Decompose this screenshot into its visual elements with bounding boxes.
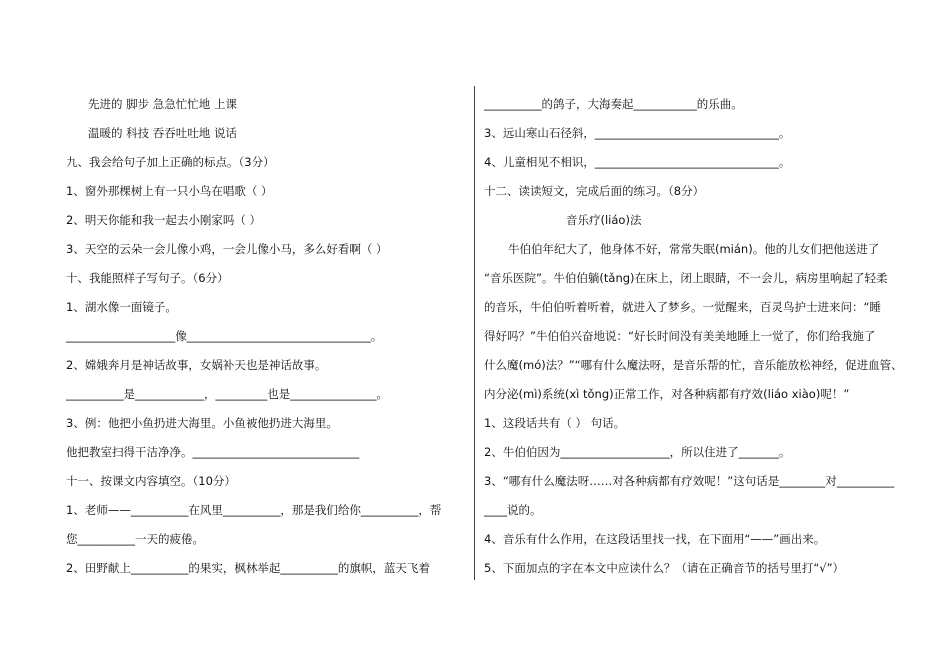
- passage-line-2: “音乐医院”。牛伯伯躺(tǎng)在床上，闭上眼睛，不一会儿，病房里响起了轻柔: [484, 271, 888, 285]
- section-10-q1-answer: ___________________像________________________________。: [66, 329, 383, 343]
- section-12-q3-line1: 3、“哪有什么魔法呀……对各种病都有疗效呢！”这句话是________对__________: [484, 474, 895, 488]
- section-12-q4: 4、音乐有什么作用，在这段话里找一找，在下面用“——”画出来。: [484, 532, 826, 546]
- passage-line-5: 什么魔(mó)法？”“哪有什么魔法呀，是音乐帮的忙，音乐能放松神经，促进血管、: [484, 358, 903, 372]
- word-pairs-row-2: 温暖的 科技 吞吞吐吐地 说话: [88, 126, 237, 140]
- passage-line-4: 得好吗？”牛伯伯兴奋地说：“好长时间没有美美地睡上一觉了，你们给我施了: [484, 329, 876, 343]
- section-9-q3: 3、天空的云朵一会儿像小鸡，一会儿像小马，多么好看啊（ ）: [66, 242, 388, 256]
- section-11-q1-line1: 1、老师——__________在风里__________，那是我们给你__________，帮: [66, 503, 442, 517]
- section-12-q1: 1、这段话共有（ ） 句话。: [484, 416, 626, 430]
- section-9-q2: 2、明天你能和我一起去小刚家吗（ ）: [66, 213, 261, 227]
- passage-line-6: 内分泌(mì)系统(xì tǒng)正常工作，对各种病都有疗效(liáo xiào)呢！”: [484, 387, 850, 401]
- word-pairs-row-1: 先进的 脚步 急急忙忙地 上课: [88, 97, 237, 111]
- section-12-q5: 5、下面加点的字在本文中应读什么？（请在正确音节的括号里打“√”）: [484, 561, 845, 575]
- section-11-q3: 3、远山寒山石径斜，________________________________。: [484, 126, 791, 140]
- section-10-q1: 1、湖水像一面镜子。: [66, 300, 177, 314]
- section-9-heading: 九、我会给句子加上正确的标点。（3分）: [66, 155, 275, 169]
- passage-title: 音乐疗(liáo)法: [566, 213, 642, 227]
- section-11-q4: 4、儿童相见不相识，________________________________。: [484, 155, 791, 169]
- section-11-q2-line1: 2、田野献上__________的果实，枫林举起__________的旗帜，蓝天飞着: [66, 561, 430, 575]
- section-11-q2-line2: __________的鸽子，大海奏起___________的乐曲。: [484, 97, 743, 111]
- section-10-heading: 十、我能照样子写句子。（6分）: [66, 271, 229, 285]
- passage-line-1: 牛伯伯年纪大了，他身体不好，常常失眠(mián)。他的儿女们把他送进了: [508, 242, 880, 256]
- section-9-q1: 1、窗外那棵树上有一只小鸟在唱歌（ ）: [66, 184, 273, 198]
- section-11-heading: 十一、按课文内容填空。（10分）: [66, 474, 236, 488]
- section-12-q3-line2: ____说的。: [484, 503, 542, 517]
- passage-line-3: 的音乐，牛伯伯听着听着，就进入了梦乡。一觉醒来，百灵鸟护士进来问：“睡: [484, 300, 881, 314]
- section-10-q3-answer: 他把教室扫得干洁净净。_____________________________: [66, 445, 360, 459]
- section-12-heading: 十二、读读短文，完成后面的练习。（8分）: [484, 184, 705, 198]
- section-11-q1-line2: 您__________一天的疲倦。: [66, 532, 204, 546]
- section-10-q2-answer: __________是____________，_________也是_______________。: [66, 387, 388, 401]
- section-10-q3: 3、例：他把小鱼扔进大海里。小鱼被他扔进大海里。: [66, 416, 338, 430]
- column-divider: [474, 86, 475, 580]
- section-12-q2: 2、牛伯伯因为___________________，所以住进了_______。: [484, 445, 791, 459]
- section-10-q2: 2、嫦娥奔月是神话故事，女娲补天也是神话故事。: [66, 358, 327, 372]
